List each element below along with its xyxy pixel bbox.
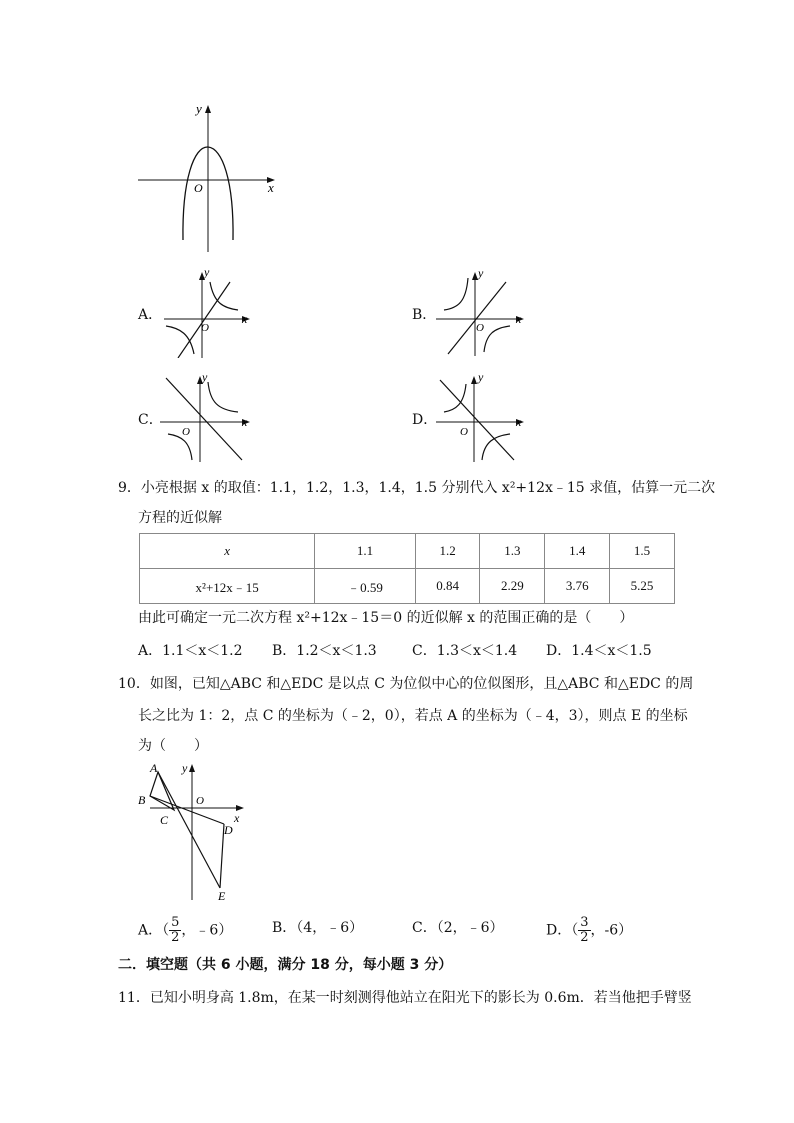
q10-option-d[interactable]: D．（ $\frac{3}{2}$ ，-6） bbox=[546, 915, 633, 945]
table-cell: 1.2 bbox=[415, 534, 480, 569]
q10-option-a[interactable]: A．（ $\frac{5}{2}$ ，﹣6） bbox=[138, 915, 233, 945]
q10-stem-line2: 长之比为 1：2，点 C 的坐标为（﹣2，0），若点 A 的坐标为（﹣4，3），则点 E 的坐标 bbox=[138, 708, 688, 724]
q9-option-d[interactable]: D．1.4＜x＜1.5 bbox=[546, 643, 652, 659]
svg-text:O: O bbox=[201, 322, 209, 334]
q10-similar-triangles-figure bbox=[136, 760, 248, 904]
table-cell: ﹣0.59 bbox=[315, 569, 415, 604]
q9-stem-line2: 方程的近似解 bbox=[138, 510, 222, 526]
q8-option-c-label: C． bbox=[138, 412, 163, 428]
q10-stem-line3: 为（ ） bbox=[138, 738, 208, 754]
svg-text:y: y bbox=[204, 268, 210, 279]
section-heading: 二．填空题（共 6 小题，满分 18 分，每小题 3 分） bbox=[118, 957, 453, 973]
table-cell: 0.84 bbox=[415, 569, 480, 604]
point-c-label: C bbox=[160, 813, 169, 827]
y-axis-label: y bbox=[196, 101, 202, 116]
q9-value-table bbox=[139, 533, 675, 604]
svg-text:x: x bbox=[234, 811, 240, 825]
parabola-figure bbox=[136, 100, 282, 256]
svg-text:x: x bbox=[516, 312, 522, 326]
svg-text:x: x bbox=[242, 415, 248, 429]
table-row bbox=[140, 534, 675, 569]
q8-option-b-label: B． bbox=[412, 307, 437, 323]
q8-option-b-graph bbox=[436, 266, 526, 358]
point-e-label: E bbox=[218, 889, 226, 903]
q8-option-a-label: A． bbox=[138, 307, 163, 323]
q9-question: 由此可确定一元二次方程 x²+12x﹣15＝0 的近似解 x 的范围正确的是（ ） bbox=[138, 610, 634, 626]
q9-option-c[interactable]: C．1.3＜x＜1.4 bbox=[412, 643, 518, 659]
svg-text:x: x bbox=[516, 415, 522, 429]
svg-text:y: y bbox=[478, 372, 484, 384]
q8-option-a-graph bbox=[164, 268, 252, 358]
svg-text:x: x bbox=[242, 312, 248, 326]
table-cell: 5.25 bbox=[610, 569, 675, 604]
svg-text:O: O bbox=[182, 426, 190, 438]
q10-option-c[interactable]: C．（2，﹣6） bbox=[412, 920, 504, 936]
q10-option-b[interactable]: B．（4，﹣6） bbox=[272, 920, 364, 936]
point-a-label: A bbox=[150, 761, 158, 775]
y-axis-arrow bbox=[205, 105, 211, 113]
q9-option-b[interactable]: B．1.2＜x＜1.3 bbox=[272, 643, 377, 659]
table-row bbox=[140, 569, 675, 604]
q10-stem-line1: 10．如图，已知△ABC 和△EDC 是以点 C 为位似中心的位似图形，且△ABC 和△EDC 的周 bbox=[118, 676, 694, 692]
table-cell: 1.4 bbox=[545, 534, 610, 569]
table-cell: 3.76 bbox=[545, 569, 610, 604]
q11-stem: 11．已知小明身高 1.8m，在某一时刻测得他站立在阳光下的影长为 0.6m．若当他把手臂竖 bbox=[118, 990, 692, 1006]
table-cell: 2.29 bbox=[480, 569, 545, 604]
svg-text:O: O bbox=[476, 322, 484, 334]
q8-option-c-graph bbox=[160, 372, 252, 464]
table-cell: 1.1 bbox=[315, 534, 415, 569]
fraction: $\frac{5}{2}$ bbox=[171, 915, 180, 945]
q8-option-d-graph bbox=[436, 372, 526, 464]
svg-text:y: y bbox=[182, 761, 188, 775]
q9-stem-line1: 9．小亮根据 x 的取值：1.1，1.2，1.3，1.4，1.5 分别代入 x²+12x﹣15 求值，估算一元二次 bbox=[118, 480, 716, 496]
svg-text:O: O bbox=[196, 795, 204, 807]
svg-text:y: y bbox=[202, 372, 208, 384]
origin-label: O bbox=[194, 181, 203, 195]
fraction: $\frac{3}{2}$ bbox=[580, 915, 589, 945]
table-cell: 1.3 bbox=[480, 534, 545, 569]
q8-option-d-label: D． bbox=[412, 412, 438, 428]
svg-text:O: O bbox=[460, 426, 468, 438]
table-cell: x²+12x﹣15 bbox=[140, 569, 315, 604]
table-cell: 1.5 bbox=[610, 534, 675, 569]
table-cell: x bbox=[140, 534, 315, 569]
point-b-label: B bbox=[138, 793, 146, 807]
x-axis-label: x bbox=[268, 180, 274, 195]
point-d-label: D bbox=[224, 823, 233, 837]
q9-option-a[interactable]: A．1.1＜x＜1.2 bbox=[138, 643, 243, 659]
svg-text:y: y bbox=[478, 266, 484, 280]
